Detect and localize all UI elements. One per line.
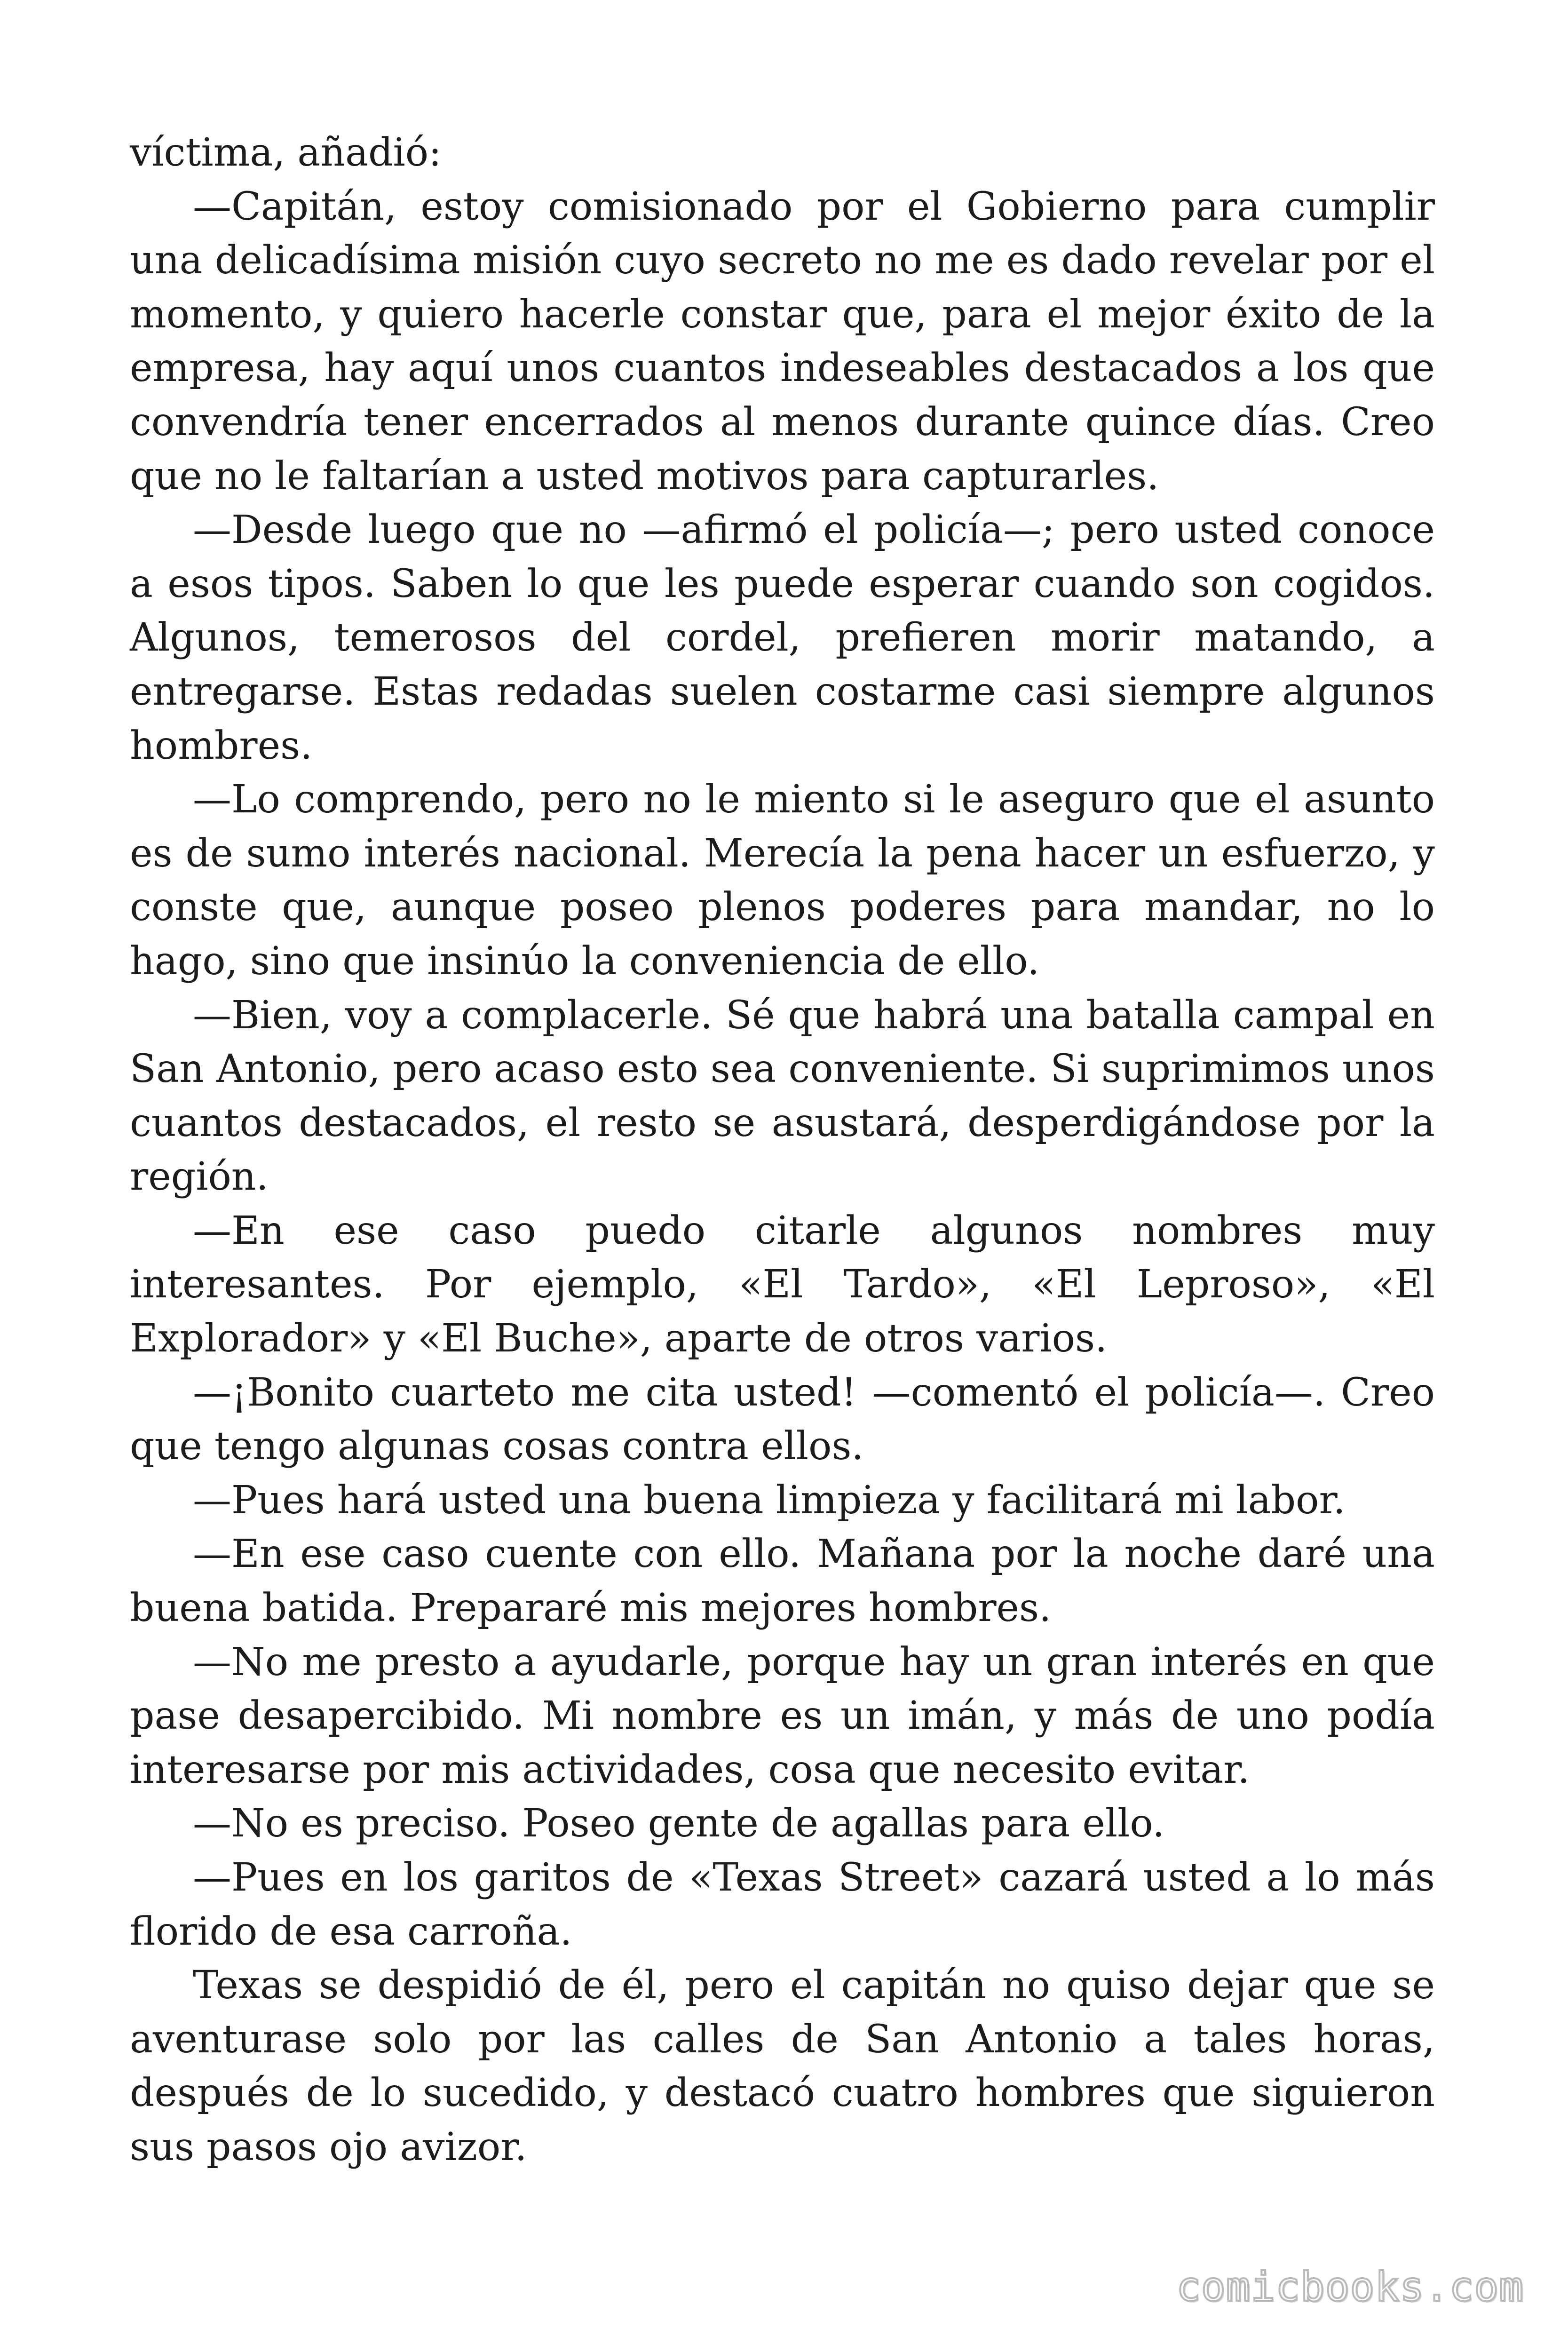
body-text [130, 126, 1435, 2175]
paragraph: —Lo comprendo, pero no le miento si le aseguro que el asunto es de sumo interés nacional. Merecía la pena hacer un esfuerzo, y conste que, aunque poseo plenos poderes para mandar, no lo hago, sino que insinúo la conveniencia de ello. [130, 777, 1435, 984]
watermark: comicbooks.com [1176, 2264, 1524, 2311]
paragraph: —No me presto a ayudarle, porque hay un gran interés en que pase desapercibido. Mi nombre es un imán, y más de uno podía interesarse por mis actividades, cosa que necesito evitar. [130, 1639, 1435, 1792]
paragraph: Texas se despidió de él, pero el capitán no quiso dejar que se aventurase solo por las calles de San Antonio a tales horas, después de lo sucedido, y destacó cuatro hombres que siguieron sus pasos ojo avizor. [130, 1963, 1435, 2169]
paragraph: —Pues hará usted una buena limpieza y facilitará mi labor. [193, 1478, 1346, 1523]
paragraph: —En ese caso puedo citarle algunos nombres muy interesantes. Por ejemplo, «El Tardo», «El Leproso», «El Explorador» y «El Buche», aparte de otros varios. [130, 1208, 1435, 1361]
paragraph: —Capitán, estoy comisionado por el Gobierno para cumplir una delicadísima misión cuyo secreto no me es dado revelar por el momento, y quiero hacerle constar que, para el mejor éxito de la empresa, hay aquí unos cuantos indeseables destacados a los que convendría tener encerrados al menos durante quince días. Creo que no le faltarían a usted motivos para capturarles. [130, 184, 1435, 499]
paragraph: —Pues en los garitos de «Texas Street» cazará usted a lo más florido de esa carroña. [130, 1855, 1435, 1954]
paragraph: —Bien, voy a complacerle. Sé que habrá una batalla campal en San Antonio, pero acaso esto sea conveniente. Si suprimimos unos cuantos destacados, el resto se asustará, desperdigándose por la región. [130, 993, 1435, 1200]
paragraph: —Desde luego que no —afirmó el policía—; pero usted conoce a esos tipos. Saben lo que les puede esperar cuando son cogidos. Algunos, temerosos del cordel, prefieren morir matando, a entregarse. Estas redadas suelen costarme casi siempre algunos hombres. [130, 508, 1435, 768]
paragraph: víctima, añadió: [130, 130, 442, 175]
paragraph: —En ese caso cuente con ello. Mañana por la noche daré una buena batida. Prepararé mis mejores hombres. [130, 1532, 1435, 1631]
paragraph: —¡Bonito cuarteto me cita usted! —comentó el policía—. Creo que tengo algunas cosas contra ellos. [130, 1370, 1435, 1469]
paragraph: —No es preciso. Poseo gente de agallas para ello. [193, 1801, 1165, 1846]
